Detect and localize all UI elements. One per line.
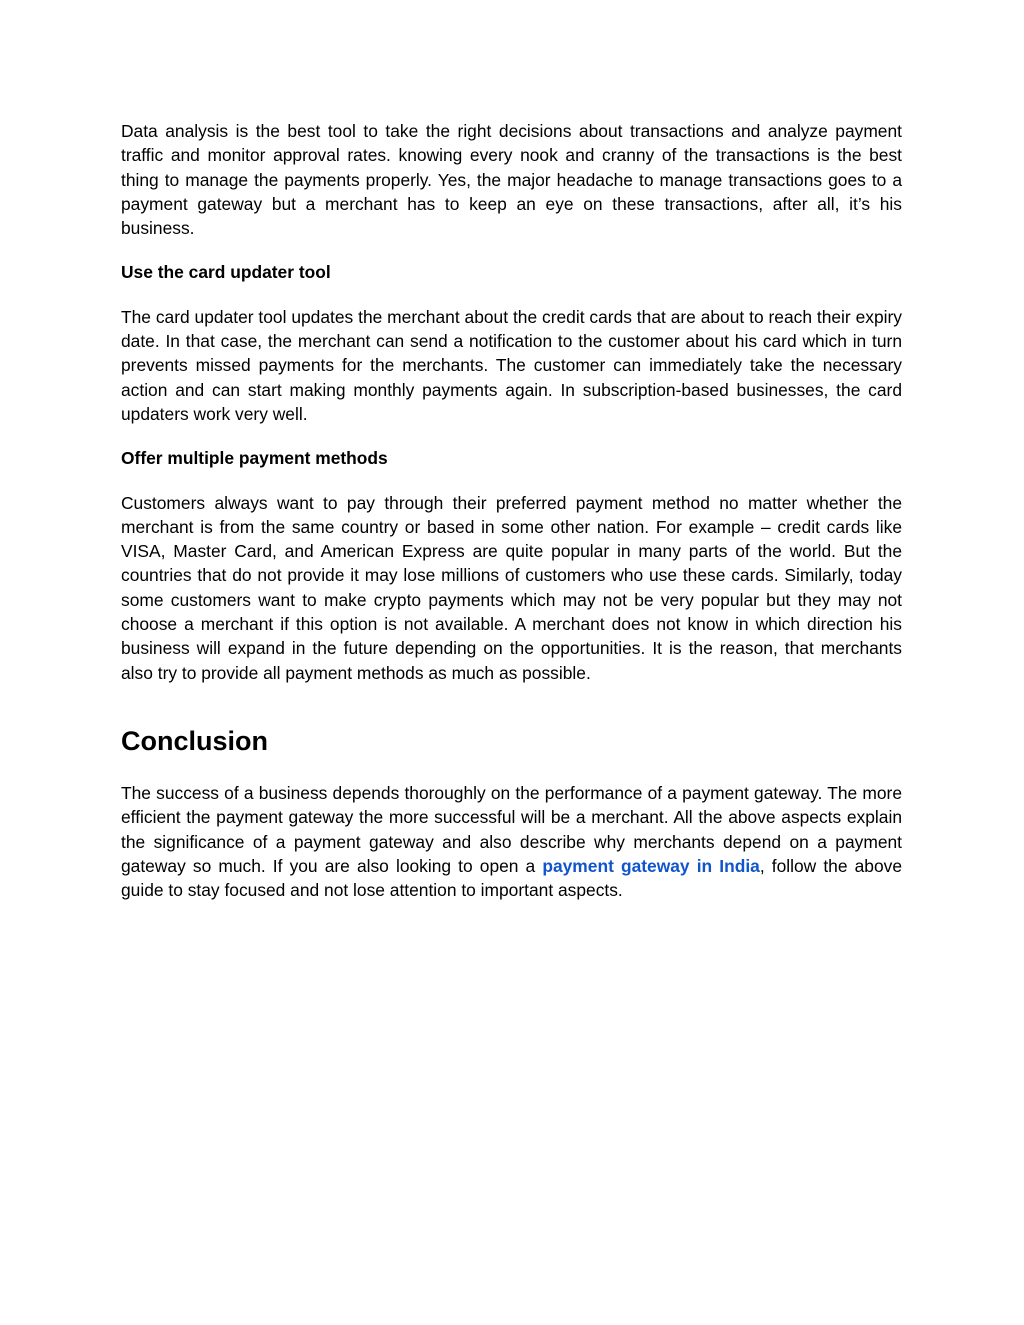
- intro-paragraph: Data analysis is the best tool to take the right decisions about transactions and analyze payment traffic and monitor approval rates. knowing every nook and cranny of the transactions is the best thing to manage the payments properly. Yes, the major headache to manage transactions goes to a payment gateway but a merchant has to keep an eye on these transactions, after all, it’s his business.: [121, 121, 902, 239]
- card-updater-heading: Use the card updater tool: [121, 262, 331, 283]
- card-updater-paragraph: The card updater tool updates the merchant about the credit cards that are about to reach their expiry date. In that case, the merchant can send a notification to the customer about his card which in turn prevents missed payments for the merchants. The customer can immediately take the necessary action and can start making monthly payments again. In subscription-based businesses, the card updaters work very well.: [121, 306, 902, 424]
- conclusion-heading: Conclusion: [121, 725, 268, 756]
- conclusion-paragraph: [121, 781, 902, 902]
- payment-methods-paragraph: Customers always want to pay through their preferred payment method no matter whether the merchant is from the same country or based in some other nation. For example – credit cards like VISA, Master Card, and American Express are quite popular in many parts of the world. But the countries that do not provide it may lose millions of customers who use these cards. Similarly, today some customers want to make crypto payments which may not be very popular but they may not choose a merchant if this option is not available. A merchant does not know in which direction his business will expand in the future depending on the opportunities. It is the reason, that merchants also try to provide all payment methods as much as possible.: [121, 492, 902, 683]
- payment-methods-heading: Offer multiple payment methods: [121, 448, 388, 469]
- conclusion-text-after-link: , follow the above guide to stay focused and not lose attention to important aspects.: [121, 855, 903, 901]
- payment-gateway-india-link[interactable]: payment gateway in India: [542, 855, 760, 876]
- document-body: [121, 119, 902, 902]
- conclusion-text-before-link: The success of a business depends thoroughly on the performance of a payment gateway. The more efficient the payment gateway the more successful will be a merchant. All the above aspects explain the significance of a payment gateway and also describe why merchants depend on a payment gateway so much. If you are also looking to open a: [121, 782, 902, 876]
